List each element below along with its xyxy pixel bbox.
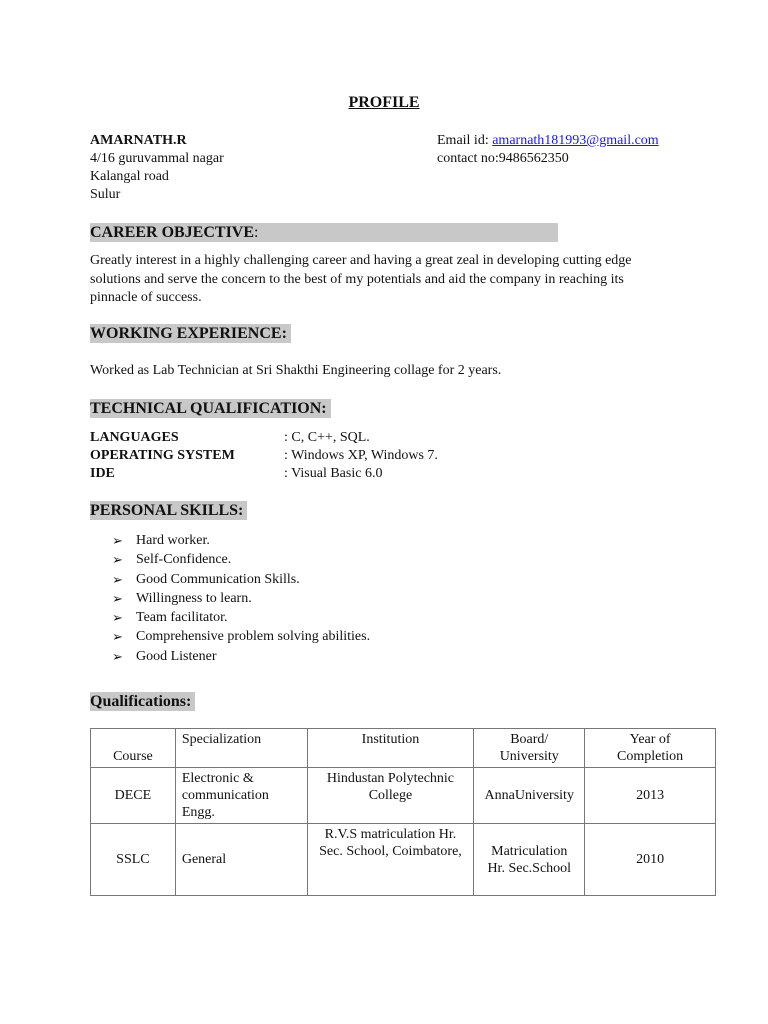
address-line-1: 4/16 guruvammal nagar xyxy=(90,151,224,166)
email-link[interactable]: amarnath181993@gmail.com xyxy=(492,133,659,148)
technical-qualification-list xyxy=(90,429,438,483)
header-board: Board/ University xyxy=(474,729,585,768)
technical-qualification-heading: TECHNICAL QUALIFICATION: xyxy=(90,399,331,418)
email-line xyxy=(437,132,659,150)
cell-board: Matriculation Hr. Sec.School xyxy=(474,824,585,896)
list-item: ➢ Good Listener xyxy=(112,647,370,666)
header-year: Year of Completion xyxy=(585,729,716,768)
list-item: ➢ Good Communication Skills. xyxy=(112,570,370,589)
qualifications-heading: Qualifications: xyxy=(90,692,195,711)
tech-row: LANGUAGES : C, C++, SQL. xyxy=(90,430,370,445)
contact-number: contact no:9486562350 xyxy=(437,151,569,166)
list-item: ➢ Team facilitator. xyxy=(112,608,370,627)
applicant-name: AMARNATH.R xyxy=(90,133,187,148)
table-header-row xyxy=(91,729,716,768)
arrow-bullet-icon: ➢ xyxy=(112,629,123,645)
tech-row: IDE : Visual Basic 6.0 xyxy=(90,466,383,481)
cell-course: DECE xyxy=(91,768,176,824)
cell-year: 2010 xyxy=(585,824,716,896)
arrow-bullet-icon: ➢ xyxy=(112,648,123,664)
cell-course: SSLC xyxy=(91,824,176,896)
arrow-bullet-icon: ➢ xyxy=(112,552,123,568)
cell-specialization: General xyxy=(175,824,307,896)
arrow-bullet-icon: ➢ xyxy=(112,533,123,548)
page-title: PROFILE xyxy=(348,94,420,111)
arrow-bullet-icon: ➢ xyxy=(112,571,123,587)
career-objective-heading: CAREER OBJECTIVE: xyxy=(90,223,558,242)
header-institution: Institution xyxy=(307,729,474,768)
career-objective-text: Greatly interest in a highly challenging career and having a great zeal in developing cutting edge solutions and serve the concern to the best of my potentials and aid the company in reaching its pinnacle of success. xyxy=(90,253,632,305)
cell-institution: R.V.S matriculation Hr. Sec. School, Coimbatore, xyxy=(307,824,474,896)
cell-board: AnnaUniversity xyxy=(474,768,585,824)
address-line-3: Sulur xyxy=(90,187,121,202)
list-item: ➢ Comprehensive problem solving abilities. xyxy=(112,627,370,646)
personal-skills-list xyxy=(112,531,370,666)
contact-block-right xyxy=(437,132,659,168)
working-experience-text: Worked as Lab Technician at Sri Shakthi Engineering collage for 2 years. xyxy=(90,363,502,378)
list-item: ➢ Hard worker. xyxy=(112,531,370,550)
email-label: Email id: xyxy=(437,133,493,148)
tech-row: OPERATING SYSTEM : Windows XP, Windows 7. xyxy=(90,448,438,463)
header-specialization: Specialization xyxy=(175,729,307,768)
contact-block-left xyxy=(90,132,224,204)
arrow-bullet-icon: ➢ xyxy=(112,610,123,626)
cell-institution: Hindustan Polytechnic College xyxy=(307,768,474,824)
arrow-bullet-icon: ➢ xyxy=(112,590,123,606)
address-line-2: Kalangal road xyxy=(90,169,169,184)
working-experience-heading: WORKING EXPERIENCE: xyxy=(90,324,291,343)
table-row xyxy=(91,824,716,896)
table-row xyxy=(91,768,716,824)
cell-year: 2013 xyxy=(585,768,716,824)
header-course: Course xyxy=(91,729,176,768)
qualifications-table xyxy=(90,728,716,896)
list-item: ➢ Willingness to learn. xyxy=(112,589,370,608)
cell-specialization: Electronic & communication Engg. xyxy=(175,768,307,824)
personal-skills-heading: PERSONAL SKILLS: xyxy=(90,501,247,520)
list-item: ➢ Self-Confidence. xyxy=(112,550,370,569)
